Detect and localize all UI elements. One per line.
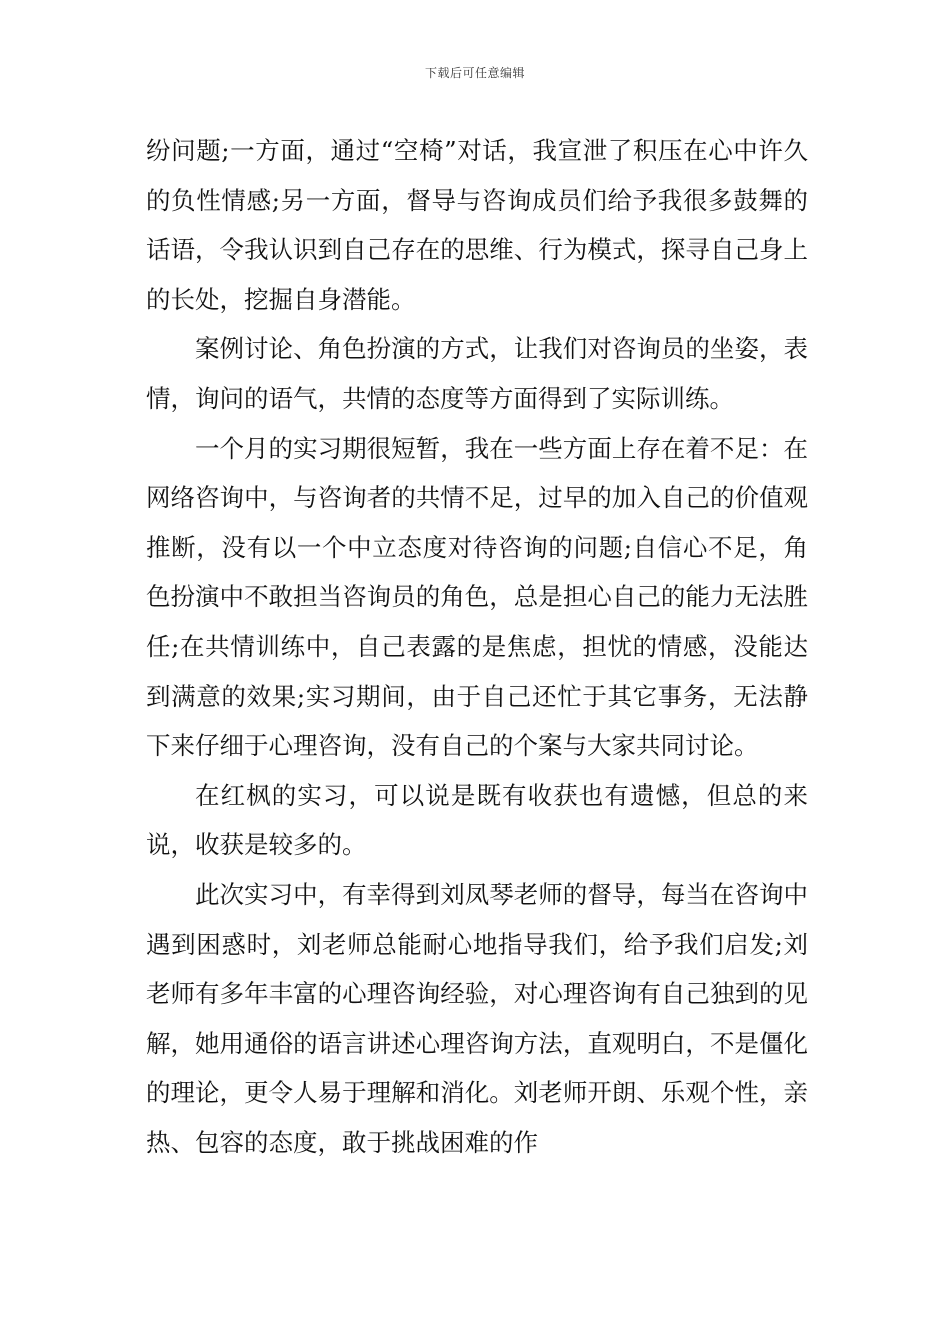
paragraph: 此次实习中，有幸得到刘凤琴老师的督导，每当在咨询中遇到困惑时，刘老师总能耐心地指导我们，给予我们启发;刘老师有多年丰富的心理咨询经验，对心理咨询有自己独到的见解，她用通俗的语言讲述心理咨询方法，直观明白，不是僵化的理论，更令人易于理解和消化。刘老师开朗、乐观个性，亲热、包容的态度，敢于挑战困难的作 — [146, 879, 808, 1157]
paragraph: 案例讨论、角色扮演的方式，让我们对咨询员的坐姿，表情，询问的语气，共情的态度等方面得到了实际训练。 — [146, 334, 808, 413]
page-header: 下载后可任意编辑 — [424, 66, 525, 80]
paragraph: 一个月的实习期很短暂，我在一些方面上存在着不足：在网络咨询中，与咨询者的共情不足，过早的加入自己的价值观推断，没有以一个中立态度对待咨询的问题;自信心不足，角色扮演中不敢担当咨询员的角色，总是担心自己的能力无法胜任;在共情训练中，自己表露的是焦虑，担忧的情感，没能达到满意的效果;实习期间，由于自己还忙于其它事务，无法静下来仔细于心理咨询，没有自己的个案与大家共同讨论。 — [146, 433, 808, 761]
paragraph-continued: 纷问题;一方面，通过“空椅”对话，我宣泄了积压在心中许久的负性情感;另一方面，督导与咨询成员们给予我很多鼓舞的话语，令我认识到自己存在的思维、行为模式，探寻自己身上的长处，挖掘自身潜能。 — [146, 136, 808, 314]
paragraph: 在红枫的实习，可以说是既有收获也有遗憾，但总的来说，收获是较多的。 — [146, 780, 808, 860]
document-body — [146, 126, 808, 1167]
